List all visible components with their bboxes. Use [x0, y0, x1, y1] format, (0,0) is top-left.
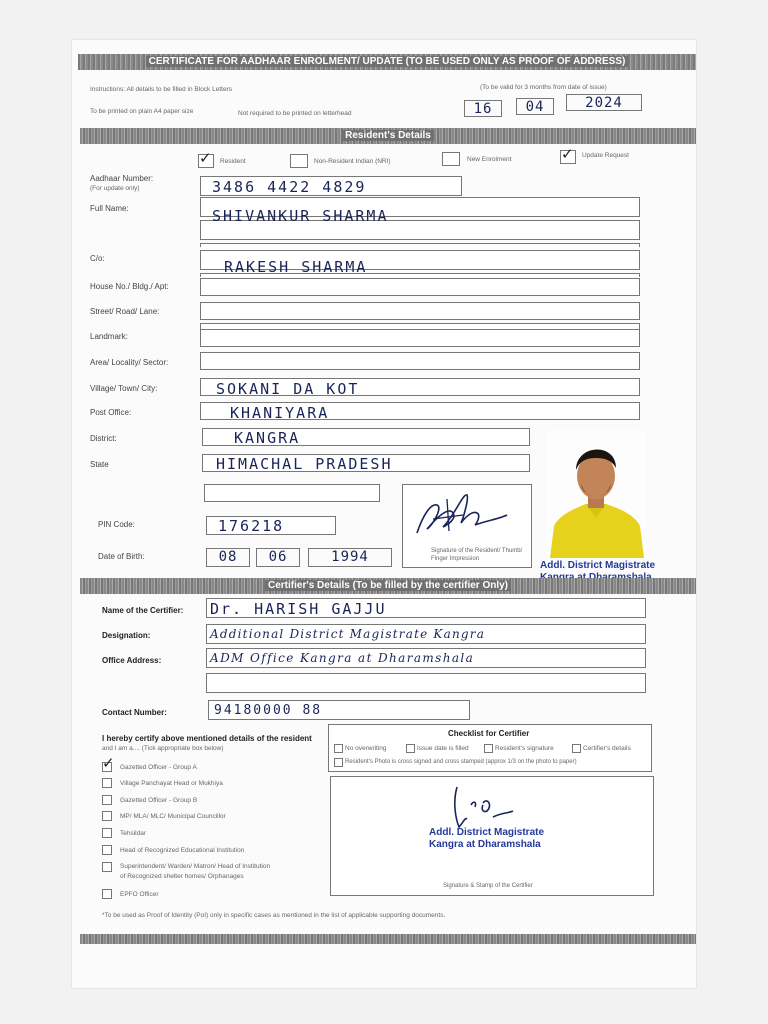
- dob-year[interactable]: 1994: [308, 548, 392, 567]
- full-name-value: SHIVANKUR SHARMA: [212, 207, 389, 225]
- certifier-name-label: Name of the Certifier:: [102, 606, 184, 615]
- checklist-checkbox[interactable]: [484, 744, 493, 753]
- extra-field[interactable]: [204, 484, 380, 502]
- category-label: Superintendent/ Warden/ Matron/ Head of Institution: [120, 863, 271, 870]
- resident-section-band: [80, 128, 696, 144]
- checklist-title: Checklist for Certifier: [448, 729, 530, 738]
- landmark-label: Landmark:: [90, 332, 128, 341]
- new-enrolment-label: New Enrolment: [467, 156, 512, 163]
- nri-type-label: Non-Resident Indian (NRI): [314, 158, 391, 165]
- certifier-signature-box[interactable]: [330, 776, 654, 896]
- form-title-band: [78, 54, 696, 70]
- dob-month[interactable]: 06: [256, 548, 300, 567]
- district-label: District:: [90, 434, 117, 443]
- house-label: House No./ Bldg./ Apt:: [90, 282, 169, 291]
- block-letters-instruction: Instructions: All details to be filled in Block Letters: [90, 86, 232, 93]
- category-label: Gazetted Officer - Group A: [120, 764, 197, 771]
- certifier-name-value: Dr. HARISH GAJJU: [210, 600, 387, 618]
- post-office-label: Post Office:: [90, 408, 132, 417]
- checklist-checkbox[interactable]: [334, 758, 343, 767]
- co-value: RAKESH SHARMA: [224, 258, 368, 276]
- state-value: HIMACHAL PRADESH: [216, 455, 393, 473]
- checklist-checkbox[interactable]: [334, 744, 343, 753]
- street-field[interactable]: [200, 302, 640, 320]
- area-label: Area/ Locality/ Sector:: [90, 358, 169, 367]
- district-value: KANGRA: [234, 429, 301, 447]
- area-field[interactable]: [200, 352, 640, 370]
- office-address-value: ADM Office Kangra at Dharamshala: [210, 651, 475, 665]
- aadhaar-sublabel: (For update only): [90, 185, 140, 192]
- street-label: Street/ Road/ Lane:: [90, 307, 160, 316]
- gazetted-a-check-icon: ✓: [102, 755, 115, 772]
- resident-type-label: Resident: [220, 158, 246, 165]
- issue-date-year[interactable]: 2024: [566, 94, 642, 111]
- dob-day[interactable]: 08: [206, 548, 250, 567]
- certifier-signature-icon: [443, 783, 553, 833]
- office-address-label: Office Address:: [102, 656, 162, 665]
- checklist-item: Certifier's details: [583, 745, 631, 752]
- footer-note: *To be used as Proof of Identity (PoI) only in specific cases as mentioned in the list of applicable supporting documents.: [102, 912, 446, 919]
- checklist-item: Resident's signature: [495, 745, 554, 752]
- co-label: C/o:: [90, 254, 105, 263]
- resident-signature-box[interactable]: [402, 484, 532, 568]
- category-label-extra: of Recognized shelter homes/ Orphanages: [120, 873, 244, 880]
- contact-value: 94180000 88: [214, 703, 323, 718]
- full-name-label: Full Name:: [90, 204, 129, 213]
- resident-section-title: Resident's Details: [342, 130, 434, 141]
- print-note: To be printed on plain A4 paper size: [90, 108, 194, 115]
- form-title: CERTIFICATE FOR AADHAAR ENROLMENT/ UPDATE (TO BE USED ONLY AS PROOF OF ADDRESS): [146, 56, 629, 67]
- pin-value: 176218: [218, 517, 285, 535]
- mp-mla-checkbox[interactable]: [102, 811, 112, 821]
- designation-value: Additional District Magistrate Kangra: [210, 627, 486, 641]
- pin-label: PIN Code:: [98, 520, 135, 529]
- certifier-stamp-line2: Kangra at Dharamshala: [429, 839, 541, 850]
- checklist-item: No overwriting: [345, 745, 387, 752]
- gazetted-b-checkbox[interactable]: [102, 795, 112, 805]
- checklist-checkbox[interactable]: [406, 744, 415, 753]
- certify-statement-2: and I am a.... (Tick appropriate box below): [102, 745, 224, 752]
- superintendent-checkbox[interactable]: [102, 862, 112, 872]
- certificate-page: [72, 40, 696, 988]
- epfo-checkbox[interactable]: [102, 889, 112, 899]
- dob-label: Date of Birth:: [98, 552, 145, 561]
- nri-checkbox[interactable]: [290, 154, 308, 168]
- aadhaar-label: Aadhaar Number:: [90, 174, 154, 183]
- resident-photo: [546, 430, 646, 558]
- state-label: State: [90, 460, 109, 469]
- tehsildar-checkbox[interactable]: [102, 828, 112, 838]
- resident-signature-icon: [403, 485, 531, 547]
- educational-head-checkbox[interactable]: [102, 845, 112, 855]
- category-label: MP/ MLA/ MLC/ Municipal Councillor: [120, 813, 226, 820]
- post-office-value: KHANIYARA: [230, 404, 330, 422]
- landmark-field[interactable]: [200, 329, 640, 347]
- certifier-stamp: [429, 827, 544, 851]
- certifier-section-title: Certifier's Details (To be filled by the certifier Only): [265, 580, 511, 591]
- category-label: Village Panchayat Head or Mukhiya: [120, 780, 223, 787]
- full-name-field-3: [200, 243, 640, 247]
- update-check-icon: ✓: [561, 146, 574, 163]
- new-enrolment-checkbox[interactable]: [442, 152, 460, 166]
- category-label: EPFO Officer: [120, 891, 159, 898]
- person-photo-icon: [546, 430, 646, 558]
- certifier-sign-caption: Signature & Stamp of the Certifier: [443, 883, 533, 889]
- resident-check-icon: ✓: [199, 150, 212, 167]
- certifier-section-band: [80, 578, 696, 594]
- certify-statement-1: I hereby certify above mentioned details of the resident: [102, 734, 312, 743]
- photo-stamp-line1: Addl. District Magistrate: [540, 560, 656, 571]
- category-label: Head of Recognized Educational Institution: [120, 847, 245, 854]
- contact-label: Contact Number:: [102, 708, 167, 717]
- category-label: Tehsildar: [120, 830, 147, 837]
- certifier-stamp-line1: Addl. District Magistrate: [429, 827, 545, 838]
- letterhead-note: Not required to be printed on letterhead: [238, 110, 352, 117]
- category-label: Gazetted Officer - Group B: [120, 797, 198, 804]
- panchayat-checkbox[interactable]: [102, 778, 112, 788]
- village-label: Village/ Town/ City:: [90, 384, 158, 393]
- house-field[interactable]: [200, 278, 640, 296]
- office-address-field-2[interactable]: [206, 673, 646, 693]
- validity-note: (To be valid for 3 months from date of issue): [480, 84, 607, 91]
- issue-date-month[interactable]: 04: [516, 98, 554, 115]
- checklist-photo-item: Resident's Photo is cross signed and cross stamped (approx 1/3 on the photo to paper): [345, 759, 577, 765]
- aadhaar-number-value: 3486 4422 4829: [212, 178, 367, 196]
- checklist-item: Issue date is filled: [417, 745, 469, 752]
- footer-band: [80, 934, 696, 944]
- checklist-checkbox[interactable]: [572, 744, 581, 753]
- village-value: SOKANI DA KOT: [216, 380, 360, 398]
- update-request-label: Update Request: [582, 152, 629, 159]
- designation-label: Designation:: [102, 631, 151, 640]
- resident-signature-caption: Signature of the Resident/ Thumb/ Finger Impression: [431, 548, 523, 562]
- issue-date-day[interactable]: 16: [464, 100, 502, 117]
